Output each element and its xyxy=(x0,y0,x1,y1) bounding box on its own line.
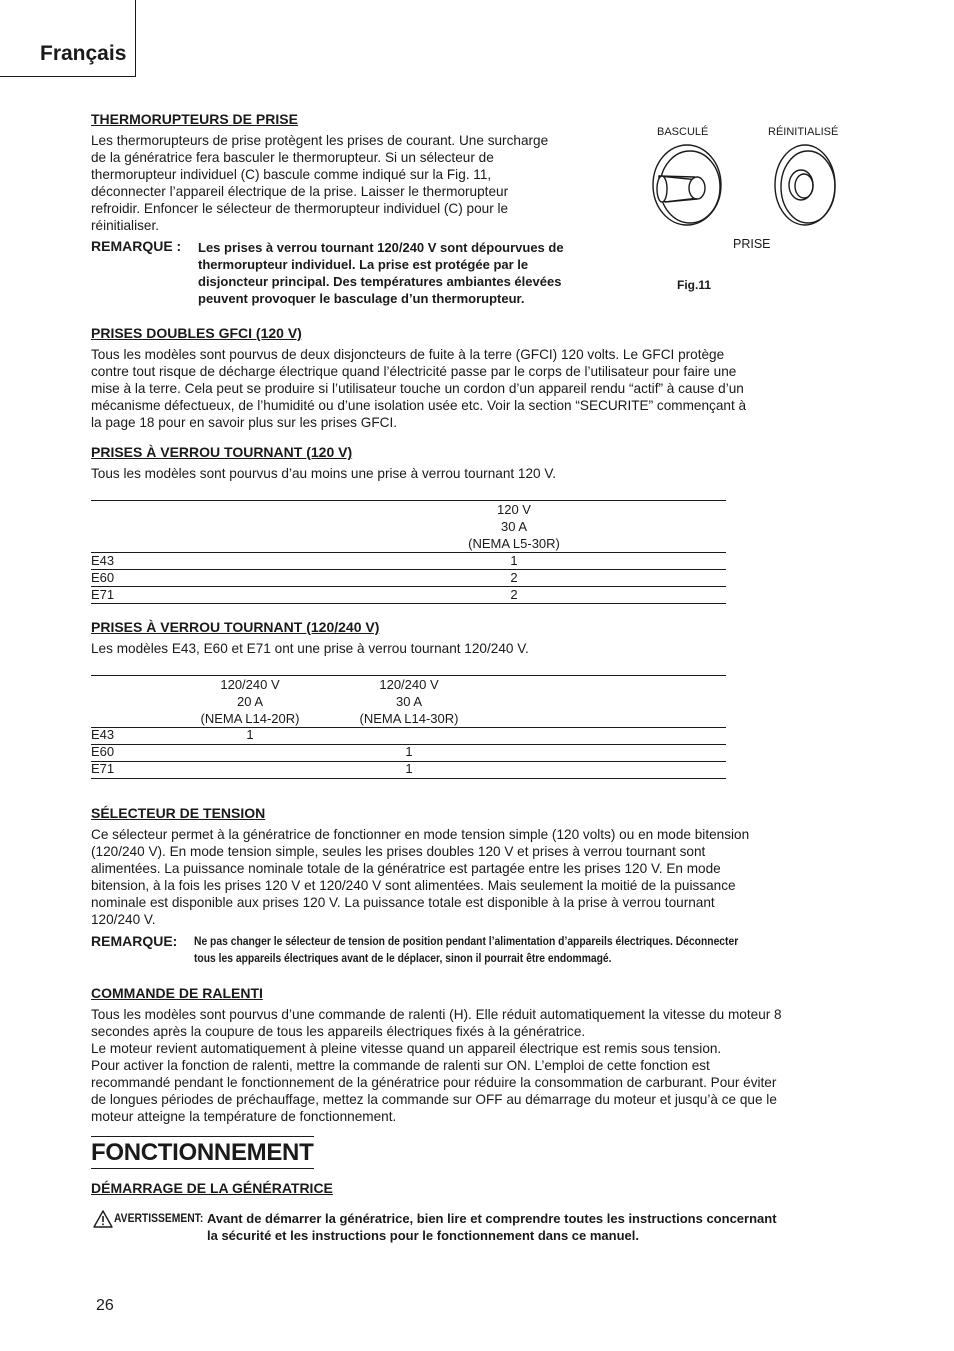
text-line: (120/240 V). En mode tension simple, seules les prises doubles 120 V et prises à verrou tournant sont xyxy=(91,844,706,859)
table-row xyxy=(91,587,726,604)
note-line: thermorupteur individuel. La prise est protégée par le xyxy=(198,257,529,272)
text-line: thermorupteur individuel (C) bascule comme indiqué sur la Fig. 11, xyxy=(91,167,492,182)
text-line: déconnecter l’appareil électrique de la prise. Laisser le thermorupteur xyxy=(91,184,509,199)
note-line: Les prises à verrou tournant 120/240 V sont dépourvues de xyxy=(198,240,564,255)
title-rule-top xyxy=(91,1136,314,1137)
breaker-reset-icon xyxy=(775,145,835,225)
note-line: tous les appareils électriques avant de le déplacer, sinon il pourrait être endommagé. xyxy=(194,951,612,965)
heading-idle: COMMANDE DE RALENTI xyxy=(91,985,263,1001)
table-rule xyxy=(91,727,726,728)
table-header-row xyxy=(91,501,726,553)
model-cell: E60 xyxy=(91,570,187,587)
warning-icon xyxy=(93,1210,113,1228)
twist120-table xyxy=(91,500,726,604)
text-line: Pour activer la fonction de ralenti, mettre la commande de ralenti sur ON. L’emploi de cette fonction est xyxy=(91,1058,710,1073)
header-line: 120/240 V xyxy=(379,677,439,692)
warning-text xyxy=(207,1210,867,1244)
text-line: recommandé pendant le fonctionnement de la génératrice pour réduire la consommation de carburant. Pour éviter xyxy=(91,1075,777,1090)
note-line: Ne pas changer le sélecteur de tension de position pendant l’alimentation d’appareils électriques. Déconnecter xyxy=(194,934,739,948)
text-line: Le moteur revient automatiquement à pleine vitesse quand un appareil électrique est remis sous tension. xyxy=(91,1041,722,1056)
text-line: Les thermorupteurs de prise protègent les prises de courant. Une surcharge xyxy=(91,133,549,148)
fig-caption: Fig.11 xyxy=(677,278,712,292)
table-header-cell xyxy=(591,501,726,553)
header-line: 120/240 V xyxy=(220,677,280,692)
text-line: mécanisme défectueux, de l’humidité ou d’une isolation usée etc. Voir la section “SECURITE” commençant à xyxy=(91,398,747,413)
heading-twist240: PRISES À VERROU TOURNANT (120/240 V) xyxy=(91,619,380,635)
header-line: 30 A xyxy=(500,519,528,534)
table-rule xyxy=(91,778,726,779)
model-cell: E71 xyxy=(91,761,115,776)
model-cell: E43 xyxy=(91,553,187,570)
value-cell: 2 xyxy=(437,570,591,587)
table-header-cell xyxy=(91,676,187,693)
text-line: la page 18 pour en savoir plus sur les prises GFCI. xyxy=(91,415,398,430)
table-header-cell xyxy=(297,501,437,553)
text-line: de longues périodes de préchauffage, mettez la commande sur OFF au démarrage du moteur et jusqu’à ce que le xyxy=(91,1092,777,1107)
model-cell: E60 xyxy=(91,744,115,759)
value-cell: 1 xyxy=(405,761,413,776)
header-line: 30 A xyxy=(395,694,423,709)
header-line: 20 A xyxy=(236,694,264,709)
value-cell: 1 xyxy=(246,727,254,742)
text-line: alimentées. La puissance nominale totale de la génératrice est partagée entre les prises 120 V. En mode xyxy=(91,861,721,876)
header-col-20a xyxy=(190,676,310,727)
table-header-cell xyxy=(187,501,297,553)
header-line: 120 V xyxy=(497,502,531,517)
fig-label-tripped: BASCULÉ xyxy=(657,126,709,138)
text-line: bitension, à la fois les prises 120 V et 120/240 V sont alimentées. Mais seulement la moitié de la puissance xyxy=(91,878,736,893)
value-cell: 1 xyxy=(405,744,413,759)
idle-paragraph xyxy=(91,1006,866,1125)
model-cell: E43 xyxy=(91,727,115,742)
text-line: 120/240 V. xyxy=(91,912,156,927)
title-rule-bottom xyxy=(91,1168,314,1169)
thermo-paragraph xyxy=(91,132,631,234)
model-cell: E71 xyxy=(91,587,187,604)
header-line: (NEMA L14-20R) xyxy=(200,711,300,726)
text-line: Ce sélecteur permet à la génératrice de fonctionner en mode tension simple (120 volts) ou en mode bitension xyxy=(91,827,750,842)
fig-label-reset: RÉINITIALISÉ xyxy=(768,126,839,138)
fig-label-receptacle: PRISE xyxy=(733,237,771,251)
gfci-paragraph xyxy=(91,346,866,431)
table-header-cell xyxy=(91,501,187,553)
warning-line: la sécurité et les instructions pour le fonctionnement dans ce manuel. xyxy=(207,1228,639,1243)
voltage-paragraph xyxy=(91,826,866,928)
table-header-cell xyxy=(437,501,591,553)
warning-line: Avant de démarrer la génératrice, bien lire et comprendre toutes les instructions concernant xyxy=(207,1211,777,1226)
thermo-note xyxy=(198,239,628,307)
value-cell: 2 xyxy=(437,587,591,604)
header-col-30a xyxy=(349,676,469,727)
text-line: réinitialiser. xyxy=(91,218,159,233)
text-line: contre tout risque de décharge électrique quand l’électricité passe par le corps de l’utilisateur pour faire une xyxy=(91,364,737,379)
text-line: mise à la terre. Cela peut se produire si l’utilisateur touche un cordon d’un appareil rendu “actif” à cause d’un xyxy=(91,381,744,396)
breaker-tripped-icon xyxy=(653,145,721,225)
heading-start: DÉMARRAGE DE LA GÉNÉRATRICE xyxy=(91,1180,333,1196)
section-title: FONCTIONNEMENT xyxy=(91,1139,314,1166)
voltage-note xyxy=(194,933,856,967)
value-cell: 1 xyxy=(437,553,591,570)
text-line: moteur atteigne la température de fonctionnement. xyxy=(91,1109,397,1124)
heading-voltage: SÉLECTEUR DE TENSION xyxy=(91,805,266,821)
page-number: 26 xyxy=(96,1297,114,1314)
header-line: (NEMA L5-30R) xyxy=(468,536,560,551)
heading-twist120: PRISES À VERROU TOURNANT (120 V) xyxy=(91,444,353,460)
text-line: secondes après la coupure de tous les appareils électriques fixés à la génératrice. xyxy=(91,1024,586,1039)
table-row xyxy=(91,570,726,587)
table-row xyxy=(91,553,726,570)
breaker-illustration xyxy=(645,140,845,235)
language-tab xyxy=(0,0,136,77)
warning-label: AVERTISSEMENT: xyxy=(114,1211,204,1225)
twist240-text: Les modèles E43, E60 et E71 ont une prise à verrou tournant 120/240 V. xyxy=(91,641,529,656)
twist120-text: Tous les modèles sont pourvus d’au moins une prise à verrou tournant 120 V. xyxy=(91,466,556,481)
text-line: refroidir. Enfoncer le sélecteur de thermorupteur individuel (C) pour le xyxy=(91,201,509,216)
note-label: REMARQUE : xyxy=(91,238,182,254)
heading-thermo: THERMORUPTEURS DE PRISE xyxy=(91,111,298,127)
note-label: REMARQUE: xyxy=(91,933,178,949)
table-header-cell xyxy=(477,676,726,693)
heading-gfci: PRISES DOUBLES GFCI (120 V) xyxy=(91,325,302,341)
note-line: disjoncteur principal. Des températures ambiantes élevées xyxy=(198,274,562,289)
text-line: Tous les modèles sont pourvus d’une commande de ralenti (H). Elle réduit automatiquement la vitesse du moteur 8 xyxy=(91,1007,782,1022)
language-label: Français xyxy=(40,42,127,65)
header-line: (NEMA L14-30R) xyxy=(359,711,459,726)
note-line: peuvent provoquer le basculage d’un thermorupteur. xyxy=(198,291,525,306)
text-line: de la génératrice fera basculer le thermorupteur. Si un sélecteur de xyxy=(91,150,494,165)
text-line: nominale est disponible aux prises 120 V. La puissance totale est disponible à la prise à verrou tournant xyxy=(91,895,715,910)
text-line: Tous les modèles sont pourvus de deux disjoncteurs de fuite à la terre (GFCI) 120 volts. Le GFCI protège xyxy=(91,347,725,362)
